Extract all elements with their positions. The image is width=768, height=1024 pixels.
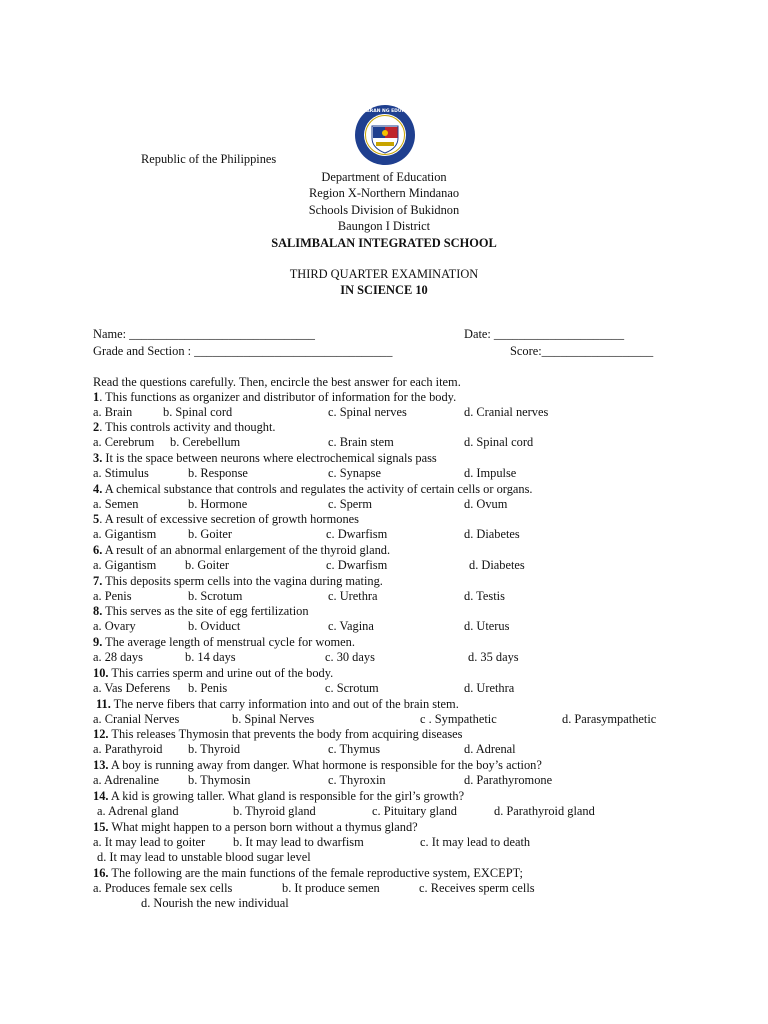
answer-option[interactable]: c. Urethra: [328, 589, 378, 603]
question-text: The average length of menstrual cycle for women.: [102, 635, 355, 649]
question-text: A chemical substance that controls and regulates the activity of certain cells or organs.: [102, 482, 533, 496]
answer-option[interactable]: d. Ovum: [464, 497, 508, 511]
question-2: [93, 420, 276, 435]
question-number: 9.: [93, 635, 103, 649]
question-14: [93, 789, 464, 804]
deped-seal-logo: [347, 104, 423, 166]
question-number: 14.: [93, 789, 109, 803]
answer-option[interactable]: c. Brain stem: [328, 435, 394, 449]
answer-option[interactable]: d. It may lead to unstable blood sugar level: [97, 850, 311, 864]
answer-option[interactable]: a. Vas Deferens: [93, 681, 171, 695]
answer-option[interactable]: c. Sperm: [328, 497, 373, 511]
answer-option[interactable]: b. 14 days: [185, 650, 236, 664]
answer-option[interactable]: b. Oviduct: [188, 619, 241, 633]
exam-subject: IN SCIENCE 10: [340, 283, 428, 297]
question-4: [93, 482, 533, 497]
question-text: . This controls activity and thought.: [99, 420, 276, 434]
answer-option[interactable]: b. Response: [188, 466, 248, 480]
question-text: The following are the main functions of the female reproductive system, EXCEPT;: [108, 866, 523, 880]
answer-option[interactable]: c. Thyroxin: [328, 773, 386, 787]
question-number: 3.: [93, 451, 103, 465]
question-text: . A result of excessive secretion of growth hormones: [99, 512, 360, 526]
instructions: Read the questions carefully. Then, encircle the best answer for each item.: [93, 375, 461, 389]
answer-option[interactable]: b. Thyroid: [188, 742, 241, 756]
question-number: 5: [93, 512, 100, 526]
answer-option[interactable]: a. Brain: [93, 405, 133, 419]
division-text: Schools Division of Bukidnon: [308, 203, 460, 217]
answer-option[interactable]: b. Spinal cord: [163, 405, 233, 419]
answer-option[interactable]: d. Spinal cord: [464, 435, 534, 449]
question-text: A boy is running away from danger. What hormone is responsible for the boy’s action?: [108, 758, 542, 772]
question-number: 1: [93, 390, 100, 404]
answer-option[interactable]: b. It may lead to dwarfism: [233, 835, 364, 849]
answer-option[interactable]: c. 30 days: [325, 650, 375, 664]
question-10: [93, 666, 333, 681]
question-8: [93, 604, 309, 619]
question-13: [93, 758, 542, 773]
answer-option[interactable]: b. Penis: [188, 681, 228, 695]
answer-option[interactable]: c. Scrotum: [325, 681, 379, 695]
answer-option[interactable]: d. Adrenal: [464, 742, 516, 756]
answer-option[interactable]: d. 35 days: [468, 650, 519, 664]
question-6: [93, 543, 390, 558]
question-text: This serves as the site of egg fertilization: [102, 604, 309, 618]
answer-option[interactable]: b. Goiter: [188, 527, 233, 541]
question-number: 8.: [93, 604, 103, 618]
answer-option[interactable]: c. Synapse: [328, 466, 381, 480]
question-text: A kid is growing taller. What gland is responsible for the girl’s growth?: [108, 789, 465, 803]
question-number: 10.: [93, 666, 109, 680]
answer-option[interactable]: b. Thymosin: [188, 773, 251, 787]
answer-option[interactable]: a. Semen: [93, 497, 139, 511]
name-field[interactable]: Name: ______________________________: [93, 327, 315, 341]
question-12: [93, 727, 462, 742]
answer-option[interactable]: a. Adrenaline: [93, 773, 160, 787]
answer-option[interactable]: c. Thymus: [328, 742, 381, 756]
score-field[interactable]: Score:__________________: [510, 344, 654, 358]
date-field[interactable]: Date: _____________________: [464, 327, 625, 341]
question-number: 11.: [96, 697, 111, 711]
region-text: Region X-Northern Mindanao: [308, 186, 460, 200]
answer-option[interactable]: c. Pituitary gland: [372, 804, 457, 818]
answer-option[interactable]: d. Parasympathetic: [562, 712, 657, 726]
answer-option[interactable]: a. Stimulus: [93, 466, 149, 480]
answer-option[interactable]: a. Produces female sex cells: [93, 881, 233, 895]
answer-option[interactable]: c. Receives sperm cells: [419, 881, 535, 895]
question-text: A result of an abnormal enlargement of the thyroid gland.: [102, 543, 391, 557]
school-name: SALIMBALAN INTEGRATED SCHOOL: [271, 236, 497, 250]
question-number: 2: [93, 420, 100, 434]
answer-option[interactable]: c. Spinal nerves: [328, 405, 407, 419]
answer-option[interactable]: d. Impulse: [464, 466, 517, 480]
answer-option[interactable]: b. Scrotum: [188, 589, 243, 603]
question-text: . This functions as organizer and distributor of information for the body.: [99, 390, 457, 404]
answer-option[interactable]: a. It may lead to goiter: [93, 835, 206, 849]
answer-option[interactable]: c . Sympathetic: [420, 712, 497, 726]
answer-option[interactable]: d. Diabetes: [464, 527, 520, 541]
question-text: This releases Thymosin that prevents the body from acquiring diseases: [108, 727, 463, 741]
answer-option[interactable]: d. Testis: [464, 589, 505, 603]
answer-option[interactable]: b. Hormone: [188, 497, 248, 511]
answer-option[interactable]: b. Goiter: [185, 558, 230, 572]
republic-text: Republic of the Philippines: [141, 152, 277, 166]
question-text: This deposits sperm cells into the vagina during mating.: [102, 574, 383, 588]
answer-option[interactable]: c. Dwarfism: [326, 558, 388, 572]
answer-option[interactable]: a. 28 days: [93, 650, 143, 664]
answer-option[interactable]: d. Parathyroid gland: [494, 804, 595, 818]
district-text: Baungon I District: [337, 219, 431, 233]
grade-section-field[interactable]: Grade and Section : ________________________________: [93, 344, 393, 358]
answer-option[interactable]: d. Uterus: [464, 619, 510, 633]
answer-option[interactable]: d. Parathyromone: [464, 773, 553, 787]
answer-option[interactable]: a. Penis: [93, 589, 132, 603]
answer-option[interactable]: a. Gigantism: [93, 558, 157, 572]
question-11: [96, 697, 459, 712]
question-number: 6.: [93, 543, 103, 557]
question-number: 7.: [93, 574, 103, 588]
answer-option[interactable]: a. Parathyroid: [93, 742, 163, 756]
answer-option[interactable]: a. Cranial Nerves: [93, 712, 180, 726]
answer-option[interactable]: a. Gigantism: [93, 527, 157, 541]
question-5: [93, 512, 359, 527]
question-number: 15.: [93, 820, 109, 834]
exam-title: THIRD QUARTER EXAMINATION: [289, 267, 479, 281]
answer-option[interactable]: c. Vagina: [328, 619, 374, 633]
answer-option[interactable]: d. Diabetes: [469, 558, 525, 572]
answer-option[interactable]: a. Adrenal gland: [97, 804, 179, 818]
seal-text: KAGAWARAN NG EDUKASYON: [347, 109, 423, 114]
question-16: [93, 866, 523, 881]
answer-option[interactable]: c. It may lead to death: [420, 835, 531, 849]
question-15: [93, 820, 418, 835]
question-9: [93, 635, 355, 650]
answer-option[interactable]: d. Cranial nerves: [464, 405, 549, 419]
question-number: 16.: [93, 866, 109, 880]
question-text: The nerve fibers that carry information into and out of the brain stem.: [110, 697, 459, 711]
answer-option[interactable]: a. Ovary: [93, 619, 136, 633]
answer-option[interactable]: d. Nourish the new individual: [141, 896, 289, 910]
answer-option[interactable]: b. It produce semen: [282, 881, 380, 895]
department-text: Department of Education: [321, 170, 447, 184]
answer-option[interactable]: b. Cerebellum: [170, 435, 241, 449]
question-number: 4.: [93, 482, 103, 496]
question-1: [93, 390, 456, 405]
question-text: This carries sperm and urine out of the body.: [108, 666, 334, 680]
answer-option[interactable]: b. Thyroid gland: [233, 804, 316, 818]
question-number: 12.: [93, 727, 109, 741]
answer-option[interactable]: c. Dwarfism: [326, 527, 388, 541]
question-3: [93, 451, 437, 466]
answer-option[interactable]: b. Spinal Nerves: [232, 712, 315, 726]
question-text: What might happen to a person born without a thymus gland?: [108, 820, 418, 834]
question-number: 13.: [93, 758, 109, 772]
answer-option[interactable]: d. Urethra: [464, 681, 515, 695]
question-text: It is the space between neurons where electrochemical signals pass: [102, 451, 437, 465]
question-7: [93, 574, 383, 589]
answer-option[interactable]: a. Cerebrum: [93, 435, 155, 449]
